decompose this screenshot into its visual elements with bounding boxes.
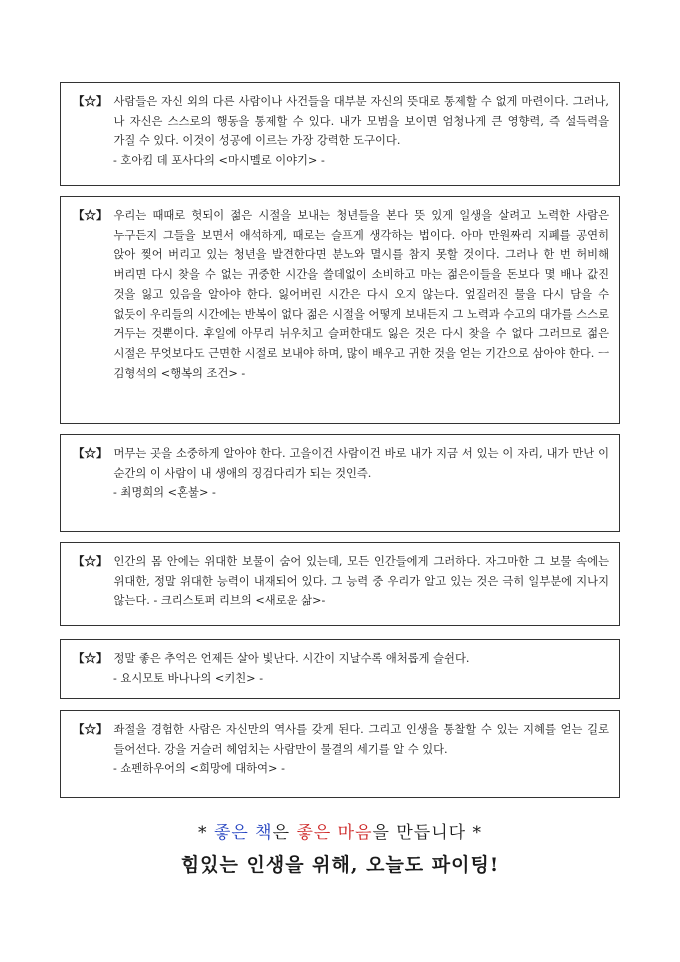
footer-cheer: 힘있는 인생을 위해, 오늘도 파이팅! (180, 854, 500, 876)
quote-text (114, 206, 610, 383)
good-mind-text: 좋은 마음 (296, 823, 373, 843)
quote-box-3 (60, 434, 620, 532)
quote-text (114, 649, 610, 669)
star-bracket-icon: 【☆】 (73, 446, 108, 460)
quote-source: - 최명희의 <혼불> - (113, 486, 216, 500)
quote-box-1 (60, 82, 620, 186)
star-bracket-icon: 【☆】 (73, 722, 108, 736)
quote-body: 정말 좋은 추억은 언제든 살아 빛난다. 시간이 지날수록 애처롭게 슬쉰다. (113, 652, 470, 665)
quote-source: - 크리스토퍼 리브의 <새로운 삶>- (153, 594, 326, 608)
quote-text (114, 552, 610, 611)
quote-row (73, 720, 609, 759)
quote-row (73, 92, 609, 151)
quote-text (114, 720, 610, 759)
good-book-text: 좋은 책 (213, 823, 273, 843)
footer-slogan (0, 818, 680, 843)
quote-row (73, 206, 609, 383)
quote-row (73, 444, 609, 483)
footer-prefix: * (198, 823, 214, 843)
quote-box-2 (60, 196, 620, 424)
quote-source: ㅡ 김형석의 <행복의 조건> - (113, 346, 609, 380)
quote-box-4 (60, 542, 620, 626)
quote-body: 인간의 몸 안에는 위대한 보물이 숨어 있는데, 모든 인간들에게 그러하다. 자그마한 그 보물 속에는 위대한, 정말 위대한 능력이 내재되어 있다. 그 능력 중 우리가 알고 있는 것은 극히 일부분에 지나지 않는다. (113, 555, 609, 608)
star-bracket-icon: 【☆】 (73, 651, 108, 665)
quote-text (114, 92, 610, 151)
footer-particle: 은 (272, 823, 297, 843)
quote-box-6 (60, 710, 620, 798)
star-bracket-icon: 【☆】 (73, 554, 108, 568)
quote-body: 사람들은 자신 외의 다른 사람이나 사건들을 대부분 자신의 뜻대로 통제할 수 없게 마련이다. 그러나, 나 자신은 스스로의 행동을 통제할 수 있다. 내가 모범을 보이면 엄청나게 큰 영향력, 즉 설득력을 가질 수 있다. 이것이 성공에 이르는 가장 강력한 도구이다. (113, 95, 609, 148)
quote-box-5 (60, 639, 620, 699)
quote-body: 우리는 때때로 헛되이 젊은 시절을 보내는 청년들을 본다 뜻 있게 일생을 살려고 노력한 사람은 누구든지 그들을 보면서 애석하게, 때로는 슬프게 생각하는 법이다. 아마 만원짜리 지폐를 공연히 앉아 찢어 버리고 있는 청년을 발견한다면 분노와 멸시를 참지 못할 것이다. 그러나 한 번 허비해 버리면 다시 찾을 수 없는 귀중한 시간을 쓸데없이 소비하고 마는 젊은이들을 돈보다 몇 배나 값진 것을 잃고 있음을 알아야 한다. 잃어버린 시간은 다시 오지 않는다. 엎질러진 물을 다시 담을 수 없듯이 우리들의 시간에는 반복이 없다 젊은 시절을 어떻게 보내든지 그 노력과 수고의 대가를 스스로 거두는 것뿐이다. 후일에 아무리 뉘우치고 슬퍼한대도 잃은 것은 다시 찾을 수 없다 그러므로 젊은 시절은 무엇보다도 근면한 시절로 보내야 하며, 많이 배우고 귀한 것을 얻는 기간으로 삼아야 한다. (113, 209, 609, 360)
quote-row (73, 552, 609, 611)
star-bracket-icon: 【☆】 (73, 94, 108, 108)
quote-body: 머무는 곳을 소중하게 알아야 한다. 고을이건 사람이건 바로 내가 지금 서 있는 이 자리, 내가 만난 이 순간의 이 사람이 내 생애의 징검다리가 되는 것인즉. (113, 447, 609, 480)
quote-source: - 요시모토 바나나의 <키친> - (113, 671, 264, 685)
quote-body: 좌절을 경험한 사람은 자신만의 역사를 갖게 된다. 그리고 인생을 통찰할 수 있는 지혜를 얻는 길로 들어선다. 강을 거슬러 헤엄치는 사람만이 물결의 세기를 알 수 있다. (113, 723, 609, 756)
quote-source: - 호아킴 데 포사다의 <마시멜로 이야기> - (113, 154, 325, 168)
quote-row (73, 649, 609, 669)
quote-source: - 쇼펜하우어의 <희망에 대하여> - (113, 762, 285, 776)
quote-text (114, 444, 610, 483)
footer-suffix: 을 만듭니다 * (372, 823, 482, 843)
star-bracket-icon: 【☆】 (73, 208, 108, 222)
